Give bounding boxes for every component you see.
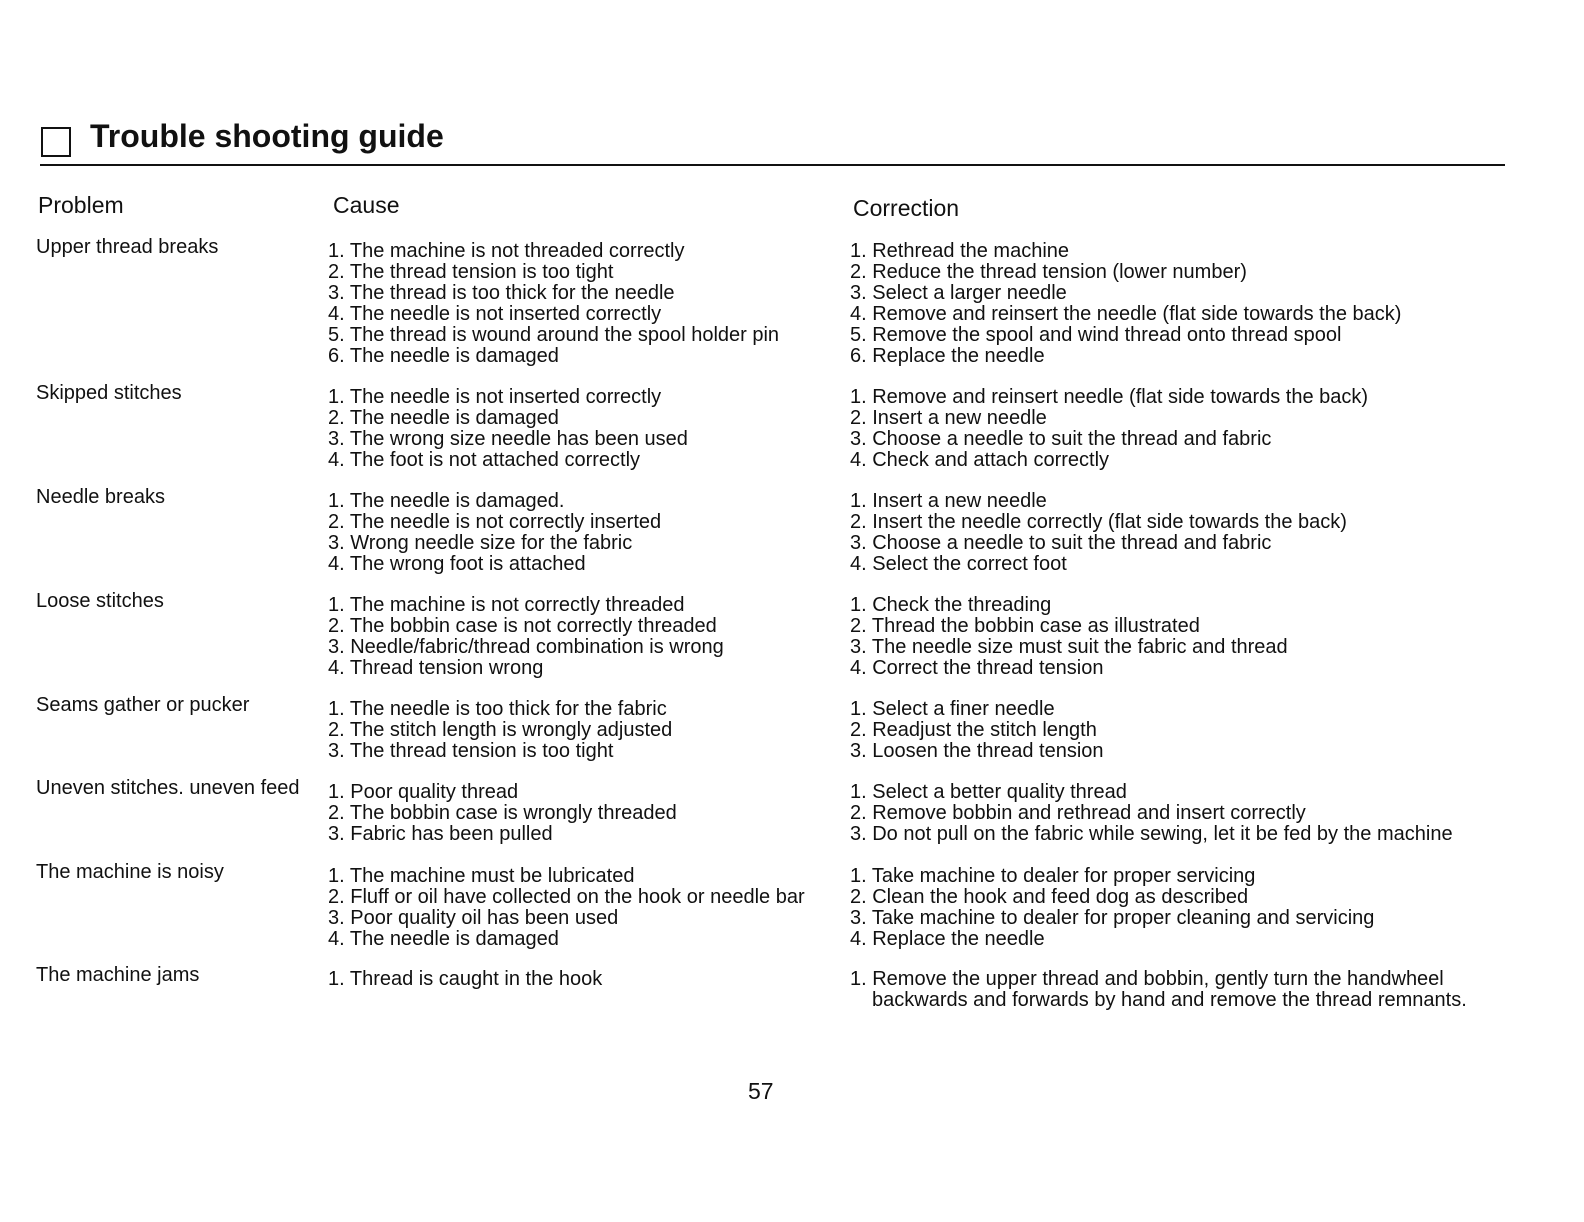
cause-item: 4. Thread tension wrong [328, 657, 544, 679]
correction-item: backwards and forwards by hand and remove the thread remnants. [872, 989, 1467, 1011]
problem-label: The machine is noisy [36, 861, 224, 883]
header-correction: Correction [853, 195, 960, 221]
page-number: 57 [748, 1078, 774, 1104]
cause-item: 3. The thread is too thick for the needle [328, 282, 675, 304]
correction-item: 4. Select the correct foot [850, 553, 1067, 575]
cause-item: 2. The stitch length is wrongly adjusted [328, 719, 673, 741]
cause-item: 1. The machine must be lubricated [328, 865, 635, 887]
cause-item: 4. The needle is damaged [328, 928, 559, 950]
cause-list [328, 595, 724, 679]
correction-item: 2. Insert the needle correctly (flat side towards the back) [850, 511, 1347, 533]
correction-item: 2. Clean the hook and feed dog as described [850, 886, 1249, 908]
correction-list [850, 782, 1453, 845]
problem-label: Uneven stitches. uneven feed [36, 777, 300, 799]
page-title: Trouble shooting guide [90, 118, 444, 154]
correction-item: 1. Check the threading [850, 594, 1052, 616]
header-cause: Cause [333, 192, 400, 218]
cause-item: 2. The bobbin case is wrongly threaded [328, 802, 677, 824]
cause-item: 2. The needle is damaged [328, 407, 559, 429]
correction-item: 3. The needle size must suit the fabric and thread [850, 636, 1288, 658]
correction-item: 3. Choose a needle to suit the thread and fabric [850, 428, 1272, 450]
problem-label: The machine jams [36, 964, 200, 986]
correction-item: 6. Replace the needle [850, 345, 1045, 367]
cause-item: 1. The needle is damaged. [328, 490, 565, 512]
correction-item: 1. Insert a new needle [850, 490, 1047, 512]
correction-item: 5. Remove the spool and wind thread onto thread spool [850, 324, 1342, 346]
correction-item: 3. Choose a needle to suit the thread and fabric [850, 532, 1272, 554]
correction-item: 3. Take machine to dealer for proper cleaning and servicing [850, 907, 1375, 929]
correction-list [850, 866, 1374, 950]
cause-item: 5. The thread is wound around the spool holder pin [328, 324, 780, 346]
cause-list [328, 782, 677, 845]
correction-item: 2. Remove bobbin and rethread and insert correctly [850, 802, 1306, 824]
cause-item: 3. The thread tension is too tight [328, 740, 614, 762]
cause-list [328, 699, 672, 762]
problem-label: Upper thread breaks [36, 236, 219, 258]
correction-item: 4. Check and attach correctly [850, 449, 1110, 471]
correction-item: 1. Select a finer needle [850, 698, 1055, 720]
cause-item: 2. The bobbin case is not correctly threaded [328, 615, 717, 637]
correction-item: 4. Correct the thread tension [850, 657, 1104, 679]
problem-label: Skipped stitches [36, 382, 182, 404]
cause-list [328, 866, 805, 950]
cause-list [328, 969, 602, 990]
cause-item: 4. The foot is not attached correctly [328, 449, 641, 471]
cause-item: 2. The needle is not correctly inserted [328, 511, 662, 533]
cause-item: 1. The machine is not correctly threaded [328, 594, 685, 616]
problem-label: Loose stitches [36, 590, 164, 612]
title-divider [40, 164, 1505, 166]
correction-item: 4. Replace the needle [850, 928, 1045, 950]
correction-list [850, 387, 1368, 471]
correction-list [850, 595, 1288, 679]
correction-list [850, 699, 1104, 762]
correction-item: 1. Remove and reinsert needle (flat side towards the back) [850, 386, 1369, 408]
correction-item: 1. Rethread the machine [850, 240, 1070, 262]
correction-item: 1. Select a better quality thread [850, 781, 1127, 803]
cause-item: 3. Needle/fabric/thread combination is wrong [328, 636, 724, 658]
cause-item: 3. Poor quality oil has been used [328, 907, 619, 929]
cause-item: 4. The wrong foot is attached [328, 553, 586, 575]
correction-item: 2. Insert a new needle [850, 407, 1047, 429]
cause-item: 1. The needle is too thick for the fabric [328, 698, 667, 720]
correction-list [850, 491, 1347, 575]
correction-item: 2. Readjust the stitch length [850, 719, 1097, 741]
cause-list [328, 387, 688, 471]
cause-item: 2. The thread tension is too tight [328, 261, 614, 283]
correction-list [850, 969, 1467, 1011]
correction-item: 3. Do not pull on the fabric while sewing, let it be fed by the machine [850, 823, 1453, 845]
correction-list [850, 241, 1401, 367]
cause-item: 6. The needle is damaged [328, 345, 559, 367]
cause-item: 3. Fabric has been pulled [328, 823, 553, 845]
problem-label: Needle breaks [36, 486, 165, 508]
cause-item: 1. Poor quality thread [328, 781, 519, 803]
cause-list [328, 241, 779, 367]
cause-item: 3. Wrong needle size for the fabric [328, 532, 633, 554]
correction-item: 4. Remove and reinsert the needle (flat side towards the back) [850, 303, 1402, 325]
correction-item: 2. Reduce the thread tension (lower number) [850, 261, 1247, 283]
cause-list [328, 491, 661, 575]
correction-item: 2. Thread the bobbin case as illustrated [850, 615, 1200, 637]
cause-item: 1. The machine is not threaded correctly [328, 240, 685, 262]
correction-item: 3. Select a larger needle [850, 282, 1067, 304]
cause-item: 2. Fluff or oil have collected on the hook or needle bar [328, 886, 805, 908]
correction-item: 1. Take machine to dealer for proper servicing [850, 865, 1256, 887]
correction-item: 1. Remove the upper thread and bobbin, gently turn the handwheel [850, 968, 1444, 990]
correction-item: 3. Loosen the thread tension [850, 740, 1104, 762]
header-problem: Problem [38, 192, 124, 218]
cause-item: 1. The needle is not inserted correctly [328, 386, 662, 408]
cause-item: 3. The wrong size needle has been used [328, 428, 688, 450]
checkbox-square-icon [41, 127, 71, 157]
cause-item: 4. The needle is not inserted correctly [328, 303, 662, 325]
cause-item: 1. Thread is caught in the hook [328, 968, 603, 990]
problem-label: Seams gather or pucker [36, 694, 250, 716]
